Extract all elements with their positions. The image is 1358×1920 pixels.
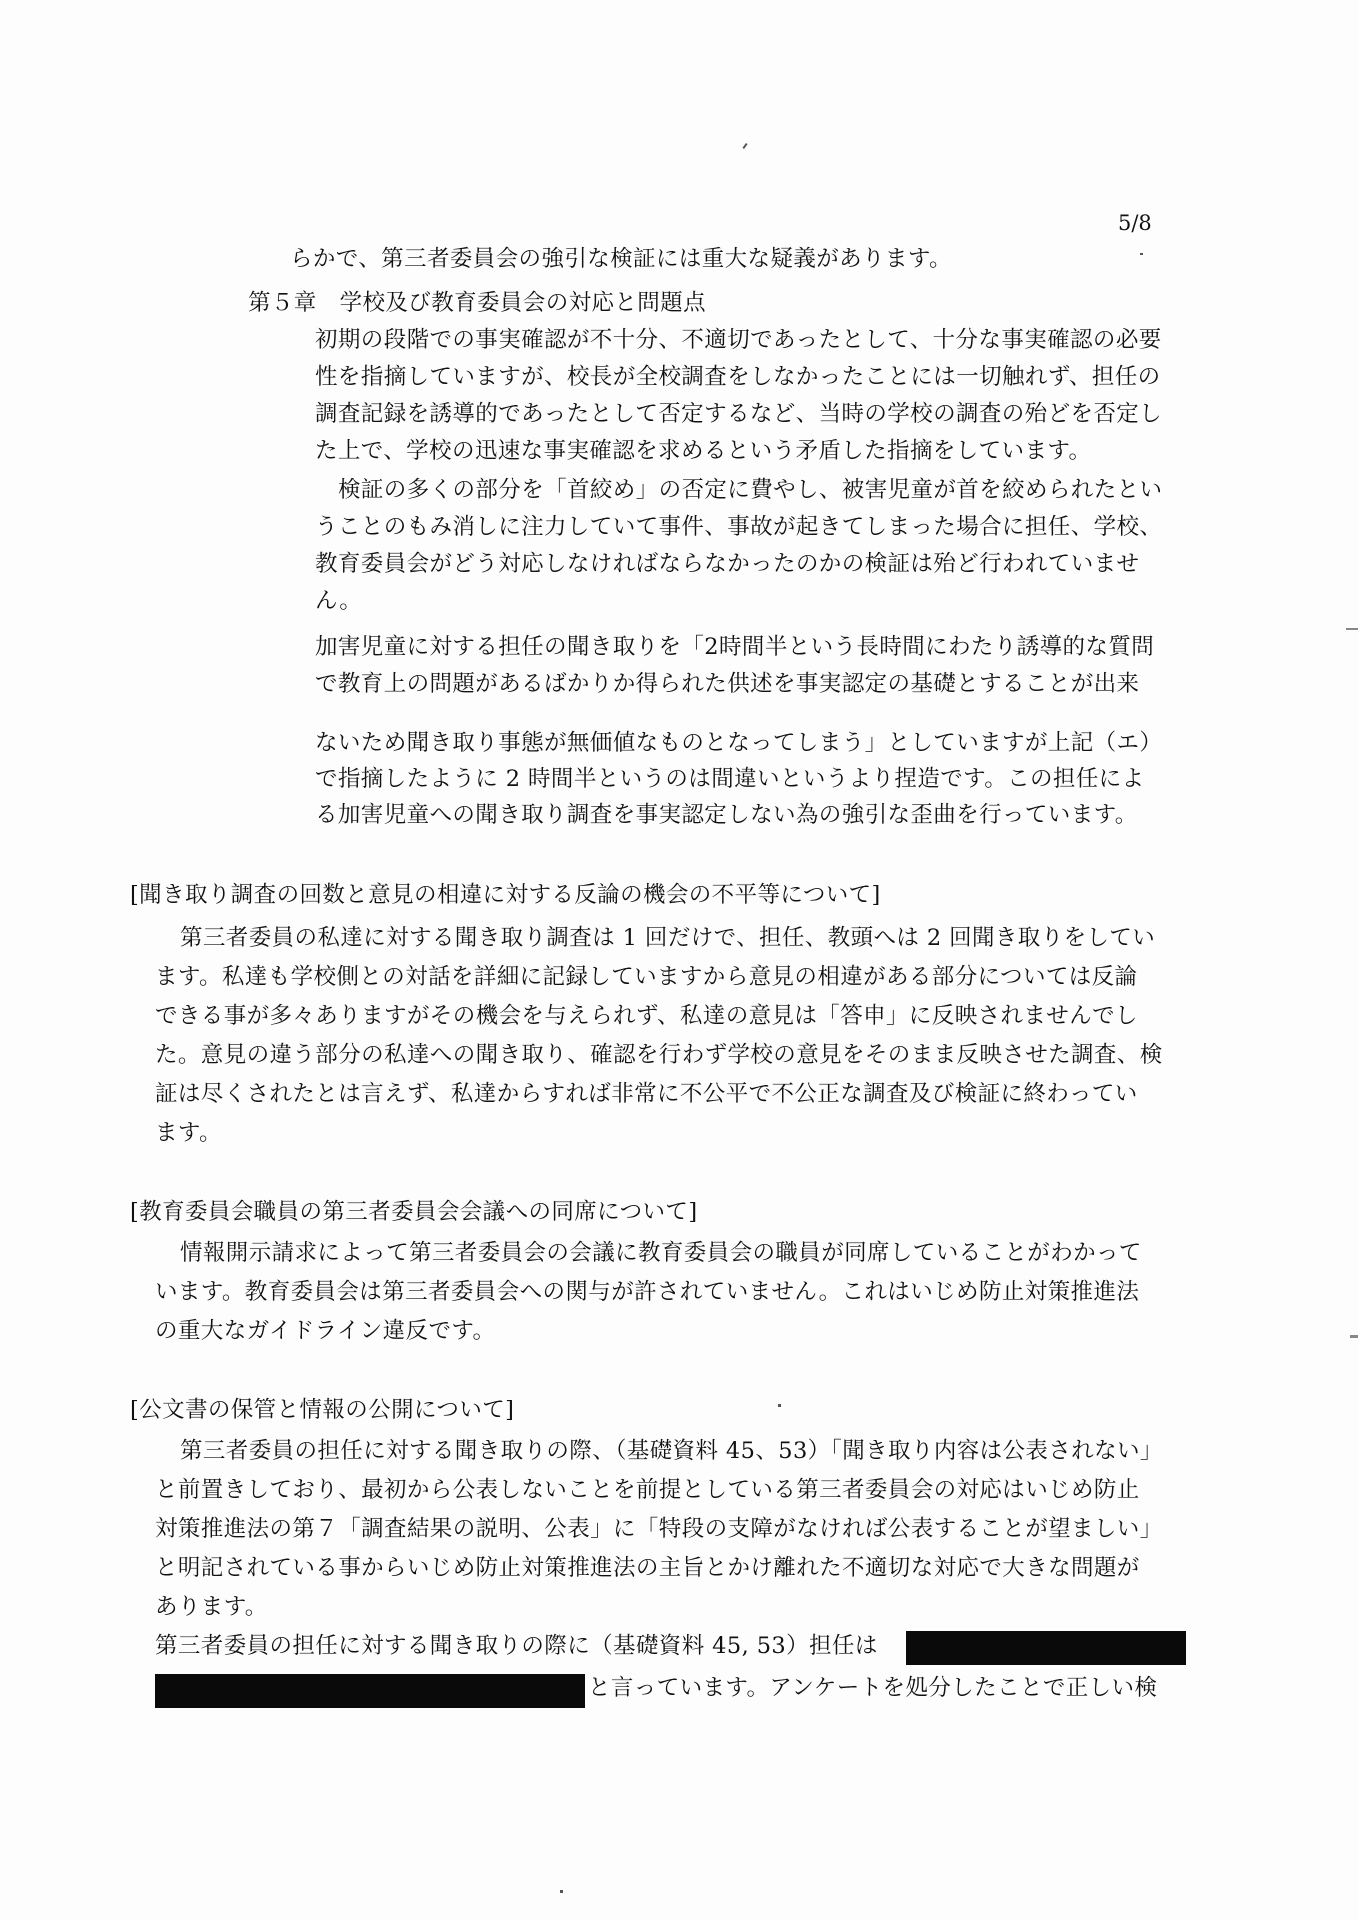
redacted-line-end: と言っています。アンケートを処分したことで正しい検 bbox=[588, 1675, 1158, 1701]
section-line: と明記されている事からいじめ防止対策推進法の主旨とかけ離れた不適切な対応で大きな問題が bbox=[155, 1555, 1140, 1581]
page-number: 5/8 bbox=[1118, 211, 1152, 235]
section-line: ます。 bbox=[155, 1120, 222, 1146]
chapter-para2-line: うことのもみ消しに注力していて事件、事故が起きてしまった場合に担任、学校、 bbox=[315, 514, 1163, 540]
section-heading: [聞き取り調査の回数と意見の相違に対する反論の機会の不平等について] bbox=[130, 882, 881, 908]
section-line: あります。 bbox=[155, 1594, 268, 1620]
scan-edge-mark bbox=[1350, 1335, 1358, 1338]
chapter-para3-line: で教育上の問題があるばかりか得られた供述を事実認定の基礎とすることが出来 bbox=[315, 671, 1140, 697]
scan-edge-mark bbox=[1346, 628, 1358, 630]
chapter-para3-line: る加害児童への聞き取り調査を事実認定しない為の強引な歪曲を行っています。 bbox=[315, 802, 1138, 828]
redacted-line-start: 第三者委員の担任に対する聞き取りの際に（基礎資料 45, 53）担任は bbox=[155, 1633, 878, 1659]
section-line: と前置きしており、最初から公表しないことを前提としている第三者委員会の対応はいじめ防止 bbox=[155, 1477, 1140, 1503]
chapter-para2-line: 検証の多くの部分を「首絞め」の否定に費やし、被害児童が首を絞められたとい bbox=[338, 477, 1163, 503]
section-line: 対策推進法の第７「調査結果の説明、公表」に「特段の支障がなければ公表することが望ましい」 bbox=[155, 1516, 1163, 1542]
section-heading: [公文書の保管と情報の公開について] bbox=[130, 1397, 515, 1423]
section-line: た。意見の違う部分の私達への聞き取り、確認を行わず学校の意見をそのまま反映させた調査、検 bbox=[155, 1042, 1163, 1068]
section-line: 情報開示請求によって第三者委員会の会議に教育委員会の職員が同席していることがわかって bbox=[180, 1240, 1142, 1266]
redaction-bar bbox=[155, 1674, 585, 1708]
chapter-para1-line: 初期の段階での事実確認が不十分、不適切であったとして、十分な事実確認の必要 bbox=[315, 327, 1162, 353]
section-line: の重大なガイドライン違反です。 bbox=[155, 1318, 496, 1344]
section-line: 証は尽くされたとは言えず、私達からすれば非常に不公平で不公正な調査及び検証に終わってい bbox=[155, 1081, 1138, 1107]
scan-speck bbox=[742, 143, 747, 149]
chapter-para3-line: で指摘したように 2 時間半というのは間違いというより捏造です。この担任によ bbox=[315, 766, 1145, 792]
chapter-para1-line: 性を指摘していますが、校長が全校調査をしなかったことには一切触れず、担任の bbox=[315, 364, 1161, 390]
section-line: います。教育委員会は第三者委員会への関与が許されていません。これはいじめ防止対策推進法 bbox=[155, 1279, 1140, 1305]
chapter-para2-line: ん。 bbox=[315, 588, 363, 614]
scan-speck bbox=[1140, 253, 1143, 255]
chapter-heading: 第５章 学校及び教育委員会の対応と問題点 bbox=[248, 290, 707, 316]
section-line: 第三者委員の私達に対する聞き取り調査は 1 回だけで、担任、教頭へは 2 回聞き取りをしてい bbox=[180, 925, 1156, 951]
continuation-line: らかで、第三者委員会の強引な検証には重大な疑義があります。 bbox=[290, 246, 952, 272]
chapter-para2-line: 教育委員会がどう対応しなければならなかったのかの検証は殆ど行われていませ bbox=[315, 551, 1140, 577]
section-line: できる事が多々ありますがその機会を与えられず、私達の意見は「答申」に反映されませんでし bbox=[155, 1003, 1138, 1029]
chapter-para1-line: た上で、学校の迅速な事実確認を求めるという矛盾した指摘をしています。 bbox=[315, 438, 1092, 464]
section-line: 第三者委員の担任に対する聞き取りの際、（基礎資料 45、53）「聞き取り内容は公表されない」 bbox=[180, 1438, 1163, 1464]
section-line: ます。私達も学校側との対話を詳細に記録していますから意見の相違がある部分については反論 bbox=[155, 964, 1138, 990]
redaction-bar bbox=[906, 1631, 1186, 1665]
scan-speck bbox=[560, 1890, 563, 1893]
chapter-para3-line: ないため聞き取り事態が無価値なものとなってしまう」としていますが上記（エ） bbox=[315, 730, 1163, 756]
chapter-para1-line: 調査記録を誘導的であったとして否定するなど、当時の学校の調査の殆どを否定し bbox=[315, 401, 1163, 427]
chapter-para3-line: 加害児童に対する担任の聞き取りを「2時間半という長時間にわたり誘導的な質問 bbox=[315, 634, 1155, 660]
scan-speck bbox=[778, 1404, 781, 1407]
section-heading: [教育委員会職員の第三者委員会会議への同席について] bbox=[130, 1199, 698, 1225]
